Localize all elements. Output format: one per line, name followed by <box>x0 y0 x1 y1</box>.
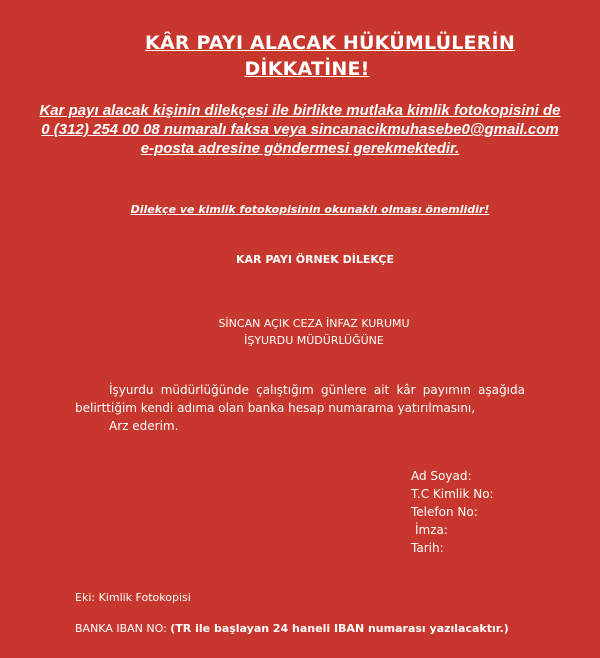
iban-label: BANKA IBAN NO: <box>75 622 171 635</box>
letter-closing: Arz ederim. <box>109 419 179 433</box>
recipient-line-1: SİNCAN AÇIK CEZA İNFAZ KURUMU <box>218 317 410 330</box>
letter-paragraph: İşyurdu müdürlüğünde çalıştığım günlere ait kâr payımın aşağıda belirttiğim kendi adıma olan banka hesap numarama yatırılmasını, <box>75 383 525 415</box>
title-line-1: KÂR PAYI ALACAK HÜKÜMLÜLERİN <box>145 32 515 54</box>
iban-note: (TR ile başlayan 24 haneli IBAN numarası yazılacaktır.) <box>170 622 509 635</box>
contact-notice <box>0 101 600 158</box>
notice-line-2: 0 (312) 254 00 08 numaralı faksa veya sincanacikmuhasebe0@gmail.com <box>41 121 559 138</box>
recipient-block <box>0 315 600 349</box>
notice-line-1: Kar payı alacak kişinin dilekçesi ile birlikte mutlaka kimlik fotokopisini de <box>39 102 561 119</box>
iban-line <box>75 622 509 635</box>
title-line-2: DİKKATİNE! <box>244 58 370 80</box>
letter-body <box>75 381 525 435</box>
notice-line-3: e-posta adresine göndermesi gerekmektedir. <box>140 140 460 157</box>
page-title <box>0 30 600 82</box>
signature-fields <box>411 467 494 557</box>
field-id-no: T.C Kimlik No: <box>411 487 494 501</box>
legibility-note: Dilekçe ve kimlik fotokopisinin okunaklı olması önemlidir! <box>130 203 490 216</box>
recipient-line-2: İŞYURDU MÜDÜRLÜĞÜNE <box>244 334 384 347</box>
attachment-note: Eki: Kimlik Fotokopisi <box>75 591 191 604</box>
sample-petition-title: KAR PAYI ÖRNEK DİLEKÇE <box>236 253 394 266</box>
field-phone: Telefon No: <box>411 505 478 519</box>
field-date: Tarih: <box>411 541 444 555</box>
field-signature: İmza: <box>415 523 448 537</box>
field-name: Ad Soyad: <box>411 469 472 483</box>
